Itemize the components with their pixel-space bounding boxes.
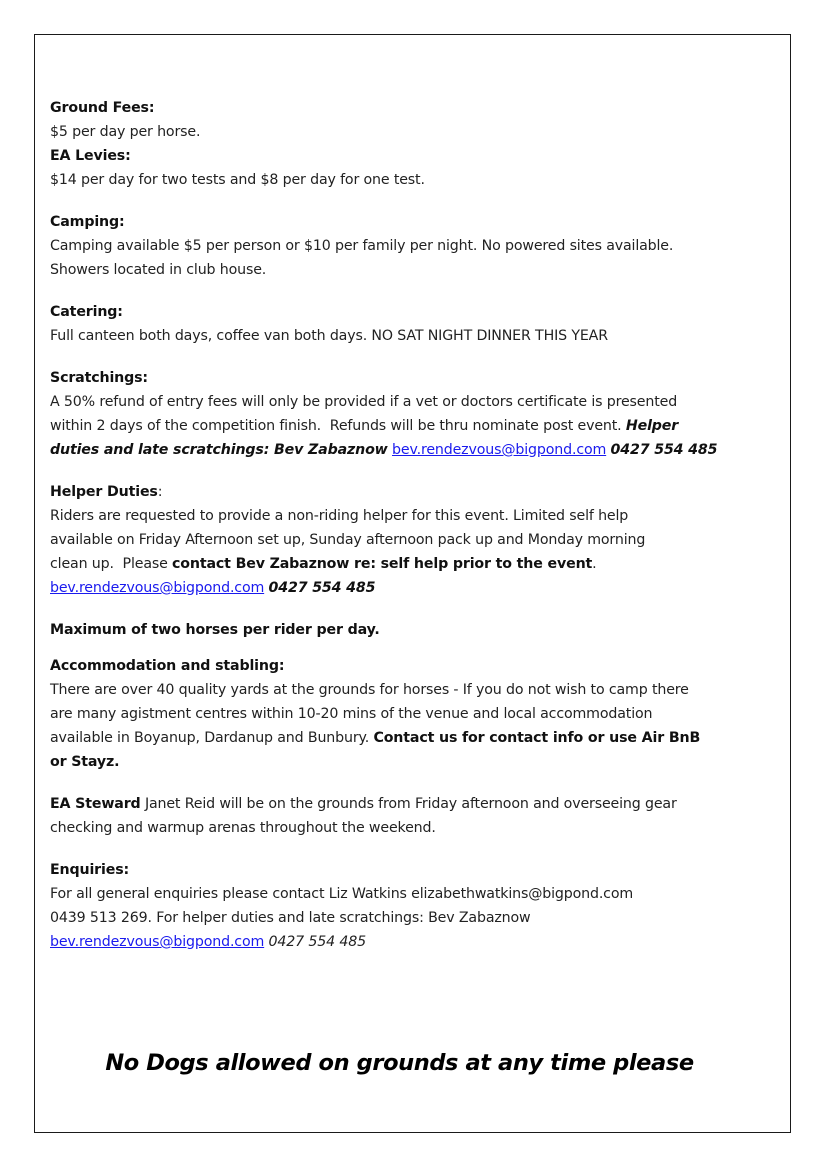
scratchings-phone: 0427 554 485 [610,442,718,458]
section-enquiries [50,858,785,954]
heading-helper-duties-colon: : [157,484,163,500]
helper-duties-line-3-end: . [592,556,597,572]
ea-levies-text: $14 per day for two tests and $8 per day for one test. [50,172,425,188]
section-camping [50,210,785,282]
scratchings-line-2 [50,414,785,438]
accommodation-line-1: There are over 40 quality yards at the grounds for horses - If you do not wish to camp there [50,682,689,698]
heading-ea-levies: EA Levies: [50,148,131,164]
no-dogs-notice: No Dogs allowed on grounds at any time please [105,1050,694,1076]
camping-line-1: Camping available $5 per person or $10 per family per night. No powered sites available. [50,238,674,254]
accommodation-contact-bold: Contact us for contact info or use Air BnB [373,730,701,746]
accommodation-line-4: or Stayz. [50,754,120,770]
helper-duties-contact-line [50,576,785,600]
ea-steward-line-1 [50,792,785,816]
section-ground-fees [50,96,785,144]
helper-duties-line-2: available on Friday Afternoon set up, Sunday afternoon pack up and Monday morning [50,532,646,548]
section-ea-levies [50,144,785,192]
helper-duties-contact-bold: contact Bev Zabaznow re: self help prior to the event [172,556,593,572]
heading-catering: Catering: [50,304,123,320]
camping-line-2: Showers located in club house. [50,262,267,278]
scratchings-line-3 [50,438,785,462]
heading-helper-duties: Helper Duties [50,484,158,500]
ea-steward-label: EA Steward [50,796,141,812]
section-catering [50,300,785,348]
scratchings-line-1: A 50% refund of entry fees will only be provided if a vet or doctors certificate is presented [50,394,678,410]
heading-ground-fees: Ground Fees: [50,100,155,116]
ground-fees-text: $5 per day per horse. [50,124,201,140]
max-horses-notice: Maximum of two horses per rider per day. [50,622,380,638]
section-accommodation [50,654,785,774]
helper-duties-phone: 0427 554 485 [268,580,376,596]
heading-accommodation: Accommodation and stabling: [50,658,285,674]
ea-steward-line-1-text: Janet Reid will be on the grounds from Friday afternoon and overseeing gear [140,796,677,812]
accommodation-line-3 [50,726,785,750]
enquiries-line-2: 0439 513 269. For helper duties and late scratchings: Bev Zabaznow [50,910,531,926]
scratchings-email-link[interactable]: bev.rendezvous@bigpond.com [392,442,607,458]
helper-duties-line-3-text: clean up. Please [50,556,173,572]
catering-text: Full canteen both days, coffee van both days. NO SAT NIGHT DINNER THIS YEAR [50,328,608,344]
accommodation-line-2: are many agistment centres within 10-20 mins of the venue and local accommodation [50,706,653,722]
scratchings-helper-label: Helper [625,418,679,434]
section-helper-duties [50,480,785,600]
heading-enquiries: Enquiries: [50,862,130,878]
scratchings-contact-label: duties and late scratchings: Bev Zabaznow [50,442,388,458]
accommodation-line-3-text: available in Boyanup, Dardanup and Bunbury. [50,730,374,746]
enquiries-email-link[interactable]: bev.rendezvous@bigpond.com [50,934,265,950]
enquiries-line-1: For all general enquiries please contact Liz Watkins elizabethwatkins@bigpond.com [50,886,634,902]
helper-duties-line-3 [50,552,785,576]
helper-duties-line-1: Riders are requested to provide a non-riding helper for this event. Limited self help [50,508,629,524]
heading-camping: Camping: [50,214,125,230]
enquiries-phone: 0427 554 485 [268,934,367,950]
heading-helper-duties-row [50,480,785,504]
document-body [50,96,785,954]
heading-scratchings: Scratchings: [50,370,148,386]
section-ea-steward [50,792,785,840]
scratchings-line-2-text: within 2 days of the competition finish. Refunds will be thru nominate post event. [50,418,626,434]
ea-steward-line-2: checking and warmup arenas throughout the weekend. [50,820,436,836]
enquiries-contact-line [50,930,785,954]
helper-duties-email-link[interactable]: bev.rendezvous@bigpond.com [50,580,265,596]
section-scratchings [50,366,785,462]
